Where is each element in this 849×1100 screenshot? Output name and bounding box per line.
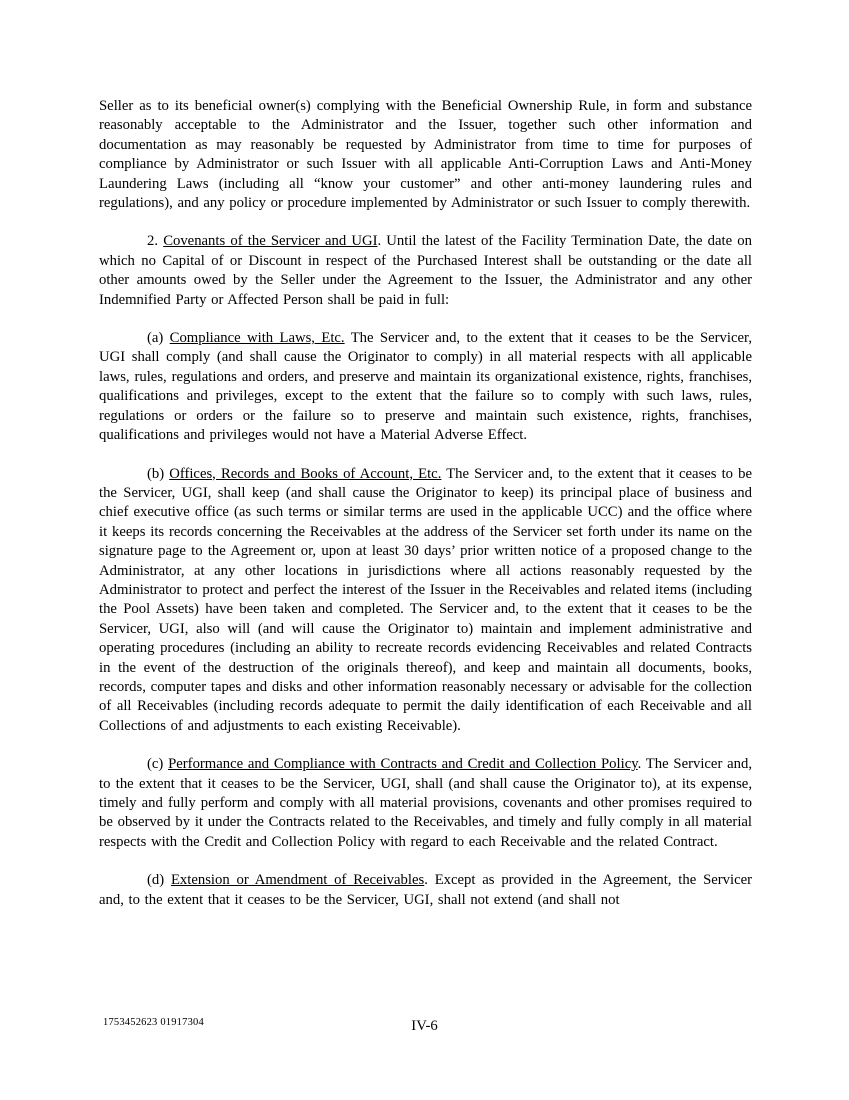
text-run: (d) [147,872,171,889]
text-run: (a) [147,330,170,347]
text-run: The Servicer and, to the extent that it ceases to be the Servicer, UGI shall comply (and shall cause the Originator to comply) in all material respects with all applicable laws, rules, regulations and orders, and preserve and maintain its organizational existence, rights, franchises, qualifications and privileges, except to the extent that the failure so to comply with such laws, rules, regulations or orders or the failure so to preserve and maintain such existence, rights, franchises, qualifications and privileges would not have a Material Adverse Effect. [99,330,752,444]
doc-id: 1753452623 01917304 [103,1017,204,1028]
document-body [99,97,752,929]
text-run: . The Servicer and, to the extent that it ceases to be the Servicer, UGI, shall (and shall cause the Originator to), at its expense, timely and fully perform and comply with all material provisions, covenants and other promises required to be observed by it under the Contracts related to the Receivables, and timely and fully comply in all material respects with the Credit and Collection Policy with regard to each Receivable and the related Contract. [99,756,752,850]
clause-heading: Performance and Compliance with Contracts and Credit and Collection Policy [168,756,638,773]
clause-heading: Extension or Amendment of Receivables [170,872,425,889]
text-run: . Until the latest of the Facility Termination Date, the date on which no Capital of or Discount in respect of the Purchased Interest shall be outstanding or the date all other amounts owed by the Seller under the Agreement to the Issuer, the Administrator and any other Indemnified Party or Affected Person shall be paid in full: [99,233,752,308]
paragraph [99,97,752,213]
text-run: The Servicer and, to the extent that it ceases to be the Servicer, UGI, shall keep (and shall cause the Originator to keep) its principal place of business and chief executive office (as such terms or similar terms are used in the applicable UCC) and the office where it keeps its records concerning the Receivables at the address of the Servicer set forth under its name on the signature page to the Agreement or, upon at least 30 days’ prior written notice of a proposed change to the Administrator, at any other locations in jurisdictions where all actions reasonably requested by the Administrator to protect and perfect the interest of the Issuer in the Receivables and related items (including the Pool Assets) have been taken and completed. The Servicer and, to the extent that it ceases to be the Servicer, UGI, also will (and will cause the Originator to) maintain and implement administrative and operating procedures (including an ability to recreate records evidencing Receivables and related Contracts in the event of the destruction of the originals thereof), and keep and maintain all documents, books, records, computer tapes and disks and other information reasonably necessary or advisable for the collection of all Receivables (including records adequate to permit the daily identification of each Receivable and all Collections of and adjustments to each existing Receivable). [99,465,752,734]
paragraph [99,329,752,445]
text-run: 2. [147,233,164,250]
text-run: . Except as provided in the Agreement, the Servicer and, to the extent that it ceases to be the Servicer, UGI, shall not extend (and shall not [99,872,752,908]
page-number: IV-6 [411,1018,438,1034]
text-run: Seller as to its beneficial owner(s) complying with the Beneficial Ownership Rule, in form and substance reasonably acceptable to the Administrator and the Issuer, together such other information and documentation as may reasonably be requested by Administrator from time to time for purposes of compliance by Administrator or such Issuer with all applicable Anti-Corruption Laws and Anti-Money Laundering Laws (including all “know your customer” and other anti-money laundering rules and regulations), and any policy or procedure implemented by Administrator or such Issuer to comply therewith. [99,98,752,212]
clause-heading: Compliance with Laws, Etc. [169,330,345,347]
paragraph [99,755,752,852]
paragraph [99,465,752,737]
paragraph [99,232,752,310]
clause-heading: Covenants of the Servicer and UGI [163,233,378,250]
text-run: (b) [147,465,170,482]
clause-heading: Offices, Records and Books of Account, Etc. [169,465,442,482]
paragraph [99,871,752,910]
text-run: (c) [147,756,169,773]
